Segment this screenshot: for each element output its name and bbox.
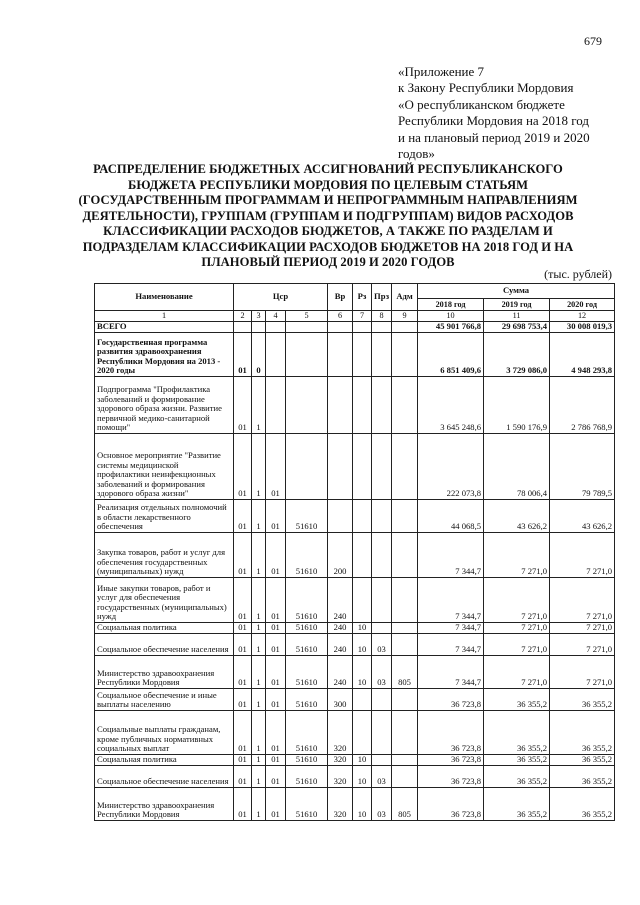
amount-2020-cell: 7 271,0	[550, 656, 615, 689]
amount-2020-cell: 36 355,2	[550, 689, 615, 711]
csr-direction-cell: 51610	[286, 766, 328, 788]
table-row	[95, 500, 615, 533]
adm-cell	[392, 333, 418, 377]
vr-cell	[328, 322, 353, 333]
prz-cell: 03	[372, 766, 392, 788]
csr-event-cell: 01	[266, 634, 286, 656]
title-line: ПЛАНОВЫЙ ПЕРИОД 2019 И 2020 ГОДОВ	[201, 255, 455, 269]
vr-cell: 300	[328, 689, 353, 711]
csr-subprogram-cell: 1	[252, 377, 266, 434]
table-row	[95, 322, 615, 333]
csr-subprogram-cell: 1	[252, 533, 266, 578]
rz-cell: 10	[353, 634, 372, 656]
rz-cell: 10	[353, 656, 372, 689]
amount-2019-cell: 1 590 176,9	[484, 377, 550, 434]
csr-direction-cell: 51610	[286, 634, 328, 656]
csr-subprogram-cell: 1	[252, 656, 266, 689]
column-number: 3	[252, 311, 266, 322]
table-row	[95, 755, 615, 766]
vr-cell: 240	[328, 656, 353, 689]
csr-subprogram-cell: 1	[252, 500, 266, 533]
amount-2020-cell: 2 786 768,9	[550, 377, 615, 434]
table-row	[95, 689, 615, 711]
amount-2020-cell: 7 271,0	[550, 578, 615, 623]
table-row	[95, 533, 615, 578]
row-name-cell: Иные закупки товаров, работ и услуг для обеспечения государственных (муниципальных) нужд	[95, 578, 234, 623]
table-row	[95, 578, 615, 623]
column-number-row	[95, 311, 615, 322]
row-name-cell: Социальное обеспечение населения	[95, 766, 234, 788]
table-row	[95, 634, 615, 656]
row-name-cell: Социальное обеспечение и иные выплаты населению	[95, 689, 234, 711]
amount-2020-cell: 36 355,2	[550, 711, 615, 755]
csr-subprogram-cell	[252, 322, 266, 333]
csr-subprogram-cell: 1	[252, 711, 266, 755]
csr-direction-cell: 51610	[286, 711, 328, 755]
table-header-row	[95, 284, 615, 299]
csr-direction-cell	[286, 333, 328, 377]
csr-program-cell: 01	[234, 634, 252, 656]
csr-program-cell: 01	[234, 656, 252, 689]
adm-cell	[392, 377, 418, 434]
title-line: ПОДРАЗДЕЛАМ КЛАССИФИКАЦИИ РАСХОДОВ БЮДЖЕТОВ НА 2018 ГОД И НА	[82, 239, 574, 254]
column-number: 9	[392, 311, 418, 322]
vr-cell: 320	[328, 766, 353, 788]
column-number: 1	[95, 311, 234, 322]
amount-2018-cell: 222 073,8	[418, 434, 484, 500]
rz-cell	[353, 689, 372, 711]
amount-2018-cell: 45 901 766,8	[418, 322, 484, 333]
amount-2020-cell: 7 271,0	[550, 623, 615, 634]
csr-program-cell: 01	[234, 711, 252, 755]
header-name: Наименование	[95, 284, 234, 311]
amount-2018-cell: 36 723,8	[418, 689, 484, 711]
csr-program-cell: 01	[234, 533, 252, 578]
csr-subprogram-cell: 1	[252, 434, 266, 500]
prz-cell	[372, 711, 392, 755]
adm-cell	[392, 711, 418, 755]
csr-event-cell: 01	[266, 755, 286, 766]
prz-cell: 03	[372, 788, 392, 821]
amount-2018-cell: 36 723,8	[418, 755, 484, 766]
csr-direction-cell: 51610	[286, 533, 328, 578]
csr-event-cell: 01	[266, 578, 286, 623]
amount-2019-cell: 36 355,2	[484, 689, 550, 711]
table-row	[95, 711, 615, 755]
appendix-line: к Закону Республики Мордовия	[398, 80, 574, 96]
prz-cell	[372, 333, 392, 377]
header-prz: Прз	[372, 284, 392, 311]
title-line: РАСПРЕДЕЛЕНИЕ БЮДЖЕТНЫХ АССИГНОВАНИЙ РЕСПУБЛИКАНСКОГО	[93, 162, 563, 176]
csr-subprogram-cell: 1	[252, 623, 266, 634]
column-number: 8	[372, 311, 392, 322]
prz-cell	[372, 755, 392, 766]
csr-event-cell: 01	[266, 533, 286, 578]
amount-2018-cell: 44 068,5	[418, 500, 484, 533]
row-name-cell: Реализация отдельных полномочий в области лекарственного обеспечения	[95, 500, 234, 533]
document-title	[78, 162, 578, 271]
amount-2018-cell: 3 645 248,6	[418, 377, 484, 434]
adm-cell: 805	[392, 656, 418, 689]
amount-2020-cell: 4 948 293,8	[550, 333, 615, 377]
amount-2018-cell: 36 723,8	[418, 788, 484, 821]
adm-cell	[392, 434, 418, 500]
header-vr: Вр	[328, 284, 353, 311]
column-number: 6	[328, 311, 353, 322]
row-name-cell: Социальная политика	[95, 755, 234, 766]
csr-direction-cell	[286, 434, 328, 500]
column-number: 11	[484, 311, 550, 322]
amount-2018-cell: 7 344,7	[418, 533, 484, 578]
prz-cell	[372, 578, 392, 623]
vr-cell	[328, 434, 353, 500]
header-csr: Цср	[234, 284, 328, 311]
prz-cell	[372, 377, 392, 434]
csr-program-cell	[234, 322, 252, 333]
amount-2018-cell: 6 851 409,6	[418, 333, 484, 377]
csr-program-cell: 01	[234, 689, 252, 711]
csr-program-cell: 01	[234, 578, 252, 623]
prz-cell	[372, 623, 392, 634]
adm-cell	[392, 500, 418, 533]
csr-event-cell: 01	[266, 711, 286, 755]
vr-cell: 200	[328, 533, 353, 578]
csr-event-cell: 01	[266, 766, 286, 788]
csr-program-cell: 01	[234, 434, 252, 500]
amount-2020-cell: 36 355,2	[550, 788, 615, 821]
row-name-cell: Социальное обеспечение населения	[95, 634, 234, 656]
csr-subprogram-cell: 1	[252, 755, 266, 766]
csr-program-cell: 01	[234, 333, 252, 377]
column-number: 5	[286, 311, 328, 322]
prz-cell	[372, 533, 392, 578]
vr-cell: 240	[328, 578, 353, 623]
csr-event-cell: 01	[266, 434, 286, 500]
table-row	[95, 766, 615, 788]
table-row	[95, 377, 615, 434]
amount-2019-cell: 7 271,0	[484, 634, 550, 656]
header-2018: 2018 год	[418, 299, 484, 311]
vr-cell	[328, 500, 353, 533]
rz-cell	[353, 533, 372, 578]
row-name-cell: Министерство здравоохранения Республики Мордовия	[95, 788, 234, 821]
csr-subprogram-cell: 1	[252, 634, 266, 656]
csr-program-cell: 01	[234, 500, 252, 533]
table-row	[95, 333, 615, 377]
prz-cell	[372, 322, 392, 333]
amount-2018-cell: 7 344,7	[418, 623, 484, 634]
adm-cell	[392, 755, 418, 766]
csr-event-cell	[266, 377, 286, 434]
csr-direction-cell	[286, 322, 328, 333]
column-number: 4	[266, 311, 286, 322]
amount-2020-cell: 7 271,0	[550, 634, 615, 656]
amount-2018-cell: 7 344,7	[418, 634, 484, 656]
csr-event-cell: 01	[266, 788, 286, 821]
prz-cell: 03	[372, 634, 392, 656]
amount-2019-cell: 7 271,0	[484, 533, 550, 578]
adm-cell	[392, 533, 418, 578]
row-name-cell: Социальные выплаты гражданам, кроме публичных нормативных социальных выплат	[95, 711, 234, 755]
rz-cell	[353, 434, 372, 500]
appendix-reference	[398, 64, 628, 162]
csr-program-cell: 01	[234, 788, 252, 821]
adm-cell: 805	[392, 788, 418, 821]
amount-2019-cell: 36 355,2	[484, 788, 550, 821]
csr-program-cell: 01	[234, 377, 252, 434]
appendix-line: годов»	[398, 146, 435, 162]
header-2020: 2020 год	[550, 299, 615, 311]
amount-2020-cell: 43 626,2	[550, 500, 615, 533]
row-name-cell: Основное мероприятие "Развитие системы медицинской профилактики неинфекционных заболеваний и формирования здорового образа жизни"	[95, 434, 234, 500]
prz-cell	[372, 500, 392, 533]
rz-cell	[353, 377, 372, 434]
amount-2020-cell: 36 355,2	[550, 766, 615, 788]
column-number: 10	[418, 311, 484, 322]
amount-2019-cell: 36 355,2	[484, 711, 550, 755]
vr-cell: 240	[328, 634, 353, 656]
rz-cell	[353, 711, 372, 755]
csr-direction-cell: 51610	[286, 689, 328, 711]
header-2019: 2019 год	[484, 299, 550, 311]
amount-2020-cell: 79 789,5	[550, 434, 615, 500]
units-label: (тыс. рублей)	[544, 267, 612, 281]
adm-cell	[392, 578, 418, 623]
csr-event-cell: 01	[266, 656, 286, 689]
amount-2019-cell: 7 271,0	[484, 578, 550, 623]
vr-cell: 320	[328, 788, 353, 821]
header-rz: Рз	[353, 284, 372, 311]
csr-subprogram-cell: 1	[252, 578, 266, 623]
csr-direction-cell: 51610	[286, 788, 328, 821]
header-sum: Сумма	[418, 284, 615, 299]
table-row	[95, 623, 615, 634]
column-number: 7	[353, 311, 372, 322]
csr-direction-cell: 51610	[286, 500, 328, 533]
table-body	[95, 322, 615, 821]
csr-direction-cell: 51610	[286, 755, 328, 766]
amount-2019-cell: 3 729 086,0	[484, 333, 550, 377]
amount-2019-cell: 29 698 753,4	[484, 322, 550, 333]
rz-cell	[353, 322, 372, 333]
row-name-cell: ВСЕГО	[95, 322, 234, 333]
title-line: КЛАССИФИКАЦИИ РАСХОДОВ БЮДЖЕТОВ, А ТАКЖЕ ПО РАЗДЕЛАМ И	[103, 224, 553, 238]
header-adm: Адм	[392, 284, 418, 311]
row-name-cell: Министерство здравоохранения Республики Мордовия	[95, 656, 234, 689]
column-number: 12	[550, 311, 615, 322]
csr-direction-cell	[286, 377, 328, 434]
vr-cell	[328, 333, 353, 377]
row-name-cell: Социальная политика	[95, 623, 234, 634]
amount-2019-cell: 78 006,4	[484, 434, 550, 500]
amount-2018-cell: 7 344,7	[418, 578, 484, 623]
row-name-cell: Закупка товаров, работ и услуг для обеспечения государственных (муниципальных) нужд	[95, 533, 234, 578]
amount-2019-cell: 43 626,2	[484, 500, 550, 533]
rz-cell: 10	[353, 766, 372, 788]
csr-program-cell: 01	[234, 766, 252, 788]
title-line: ДЕЯТЕЛЬНОСТИ), ГРУППАМ (ГРУППАМ И ПОДГРУППАМ) ВИДОВ РАСХОДОВ	[82, 208, 574, 223]
vr-cell	[328, 377, 353, 434]
vr-cell: 240	[328, 623, 353, 634]
row-name-cell: Государственная программа развития здравоохранения Республики Мордовия на 2013 - 2020 годы	[95, 333, 234, 377]
adm-cell	[392, 766, 418, 788]
amount-2020-cell: 36 355,2	[550, 755, 615, 766]
column-number: 2	[234, 311, 252, 322]
csr-event-cell	[266, 322, 286, 333]
adm-cell	[392, 322, 418, 333]
rz-cell: 10	[353, 755, 372, 766]
rz-cell	[353, 500, 372, 533]
amount-2018-cell: 36 723,8	[418, 711, 484, 755]
amount-2020-cell: 30 008 019,3	[550, 322, 615, 333]
page-number: 679	[584, 34, 602, 48]
table-row	[95, 434, 615, 500]
amount-2019-cell: 7 271,0	[484, 656, 550, 689]
vr-cell: 320	[328, 711, 353, 755]
rz-cell: 10	[353, 623, 372, 634]
csr-direction-cell: 51610	[286, 656, 328, 689]
csr-subprogram-cell: 1	[252, 689, 266, 711]
adm-cell	[392, 689, 418, 711]
adm-cell	[392, 623, 418, 634]
csr-subprogram-cell: 1	[252, 788, 266, 821]
amount-2019-cell: 36 355,2	[484, 755, 550, 766]
amount-2018-cell: 36 723,8	[418, 766, 484, 788]
amount-2019-cell: 7 271,0	[484, 623, 550, 634]
budget-table	[94, 283, 615, 821]
rz-cell: 10	[353, 788, 372, 821]
table-row	[95, 788, 615, 821]
appendix-line: «О республиканском бюджете	[398, 96, 565, 112]
amount-2019-cell: 36 355,2	[484, 766, 550, 788]
csr-event-cell: 01	[266, 689, 286, 711]
appendix-line: и на плановый период 2019 и 2020	[398, 129, 590, 145]
table-row	[95, 656, 615, 689]
amount-2020-cell: 7 271,0	[550, 533, 615, 578]
csr-program-cell: 01	[234, 755, 252, 766]
appendix-line: «Приложение 7	[398, 64, 485, 79]
appendix-line: Республики Мордовия на 2018 год	[398, 113, 589, 129]
csr-direction-cell: 51610	[286, 623, 328, 634]
csr-event-cell: 01	[266, 500, 286, 533]
prz-cell	[372, 689, 392, 711]
csr-subprogram-cell: 0	[252, 333, 266, 377]
row-name-cell: Подпрограмма "Профилактика заболеваний и формирование здорового образа жизни. Развитие первичной медико-санитарной помощи"	[95, 377, 234, 434]
prz-cell: 03	[372, 656, 392, 689]
rz-cell	[353, 578, 372, 623]
csr-event-cell: 01	[266, 623, 286, 634]
csr-event-cell	[266, 333, 286, 377]
csr-direction-cell: 51610	[286, 578, 328, 623]
csr-program-cell: 01	[234, 623, 252, 634]
vr-cell: 320	[328, 755, 353, 766]
title-line: (ГОСУДАРСТВЕННЫМ ПРОГРАММАМ И НЕПРОГРАММНЫМ НАПРАВЛЕНИЯМ	[78, 193, 578, 207]
prz-cell	[372, 434, 392, 500]
csr-subprogram-cell: 1	[252, 766, 266, 788]
adm-cell	[392, 634, 418, 656]
title-line: БЮДЖЕТА РЕСПУБЛИКИ МОРДОВИЯ ПО ЦЕЛЕВЫМ СТАТЬЯМ	[127, 177, 529, 192]
amount-2018-cell: 7 344,7	[418, 656, 484, 689]
rz-cell	[353, 333, 372, 377]
